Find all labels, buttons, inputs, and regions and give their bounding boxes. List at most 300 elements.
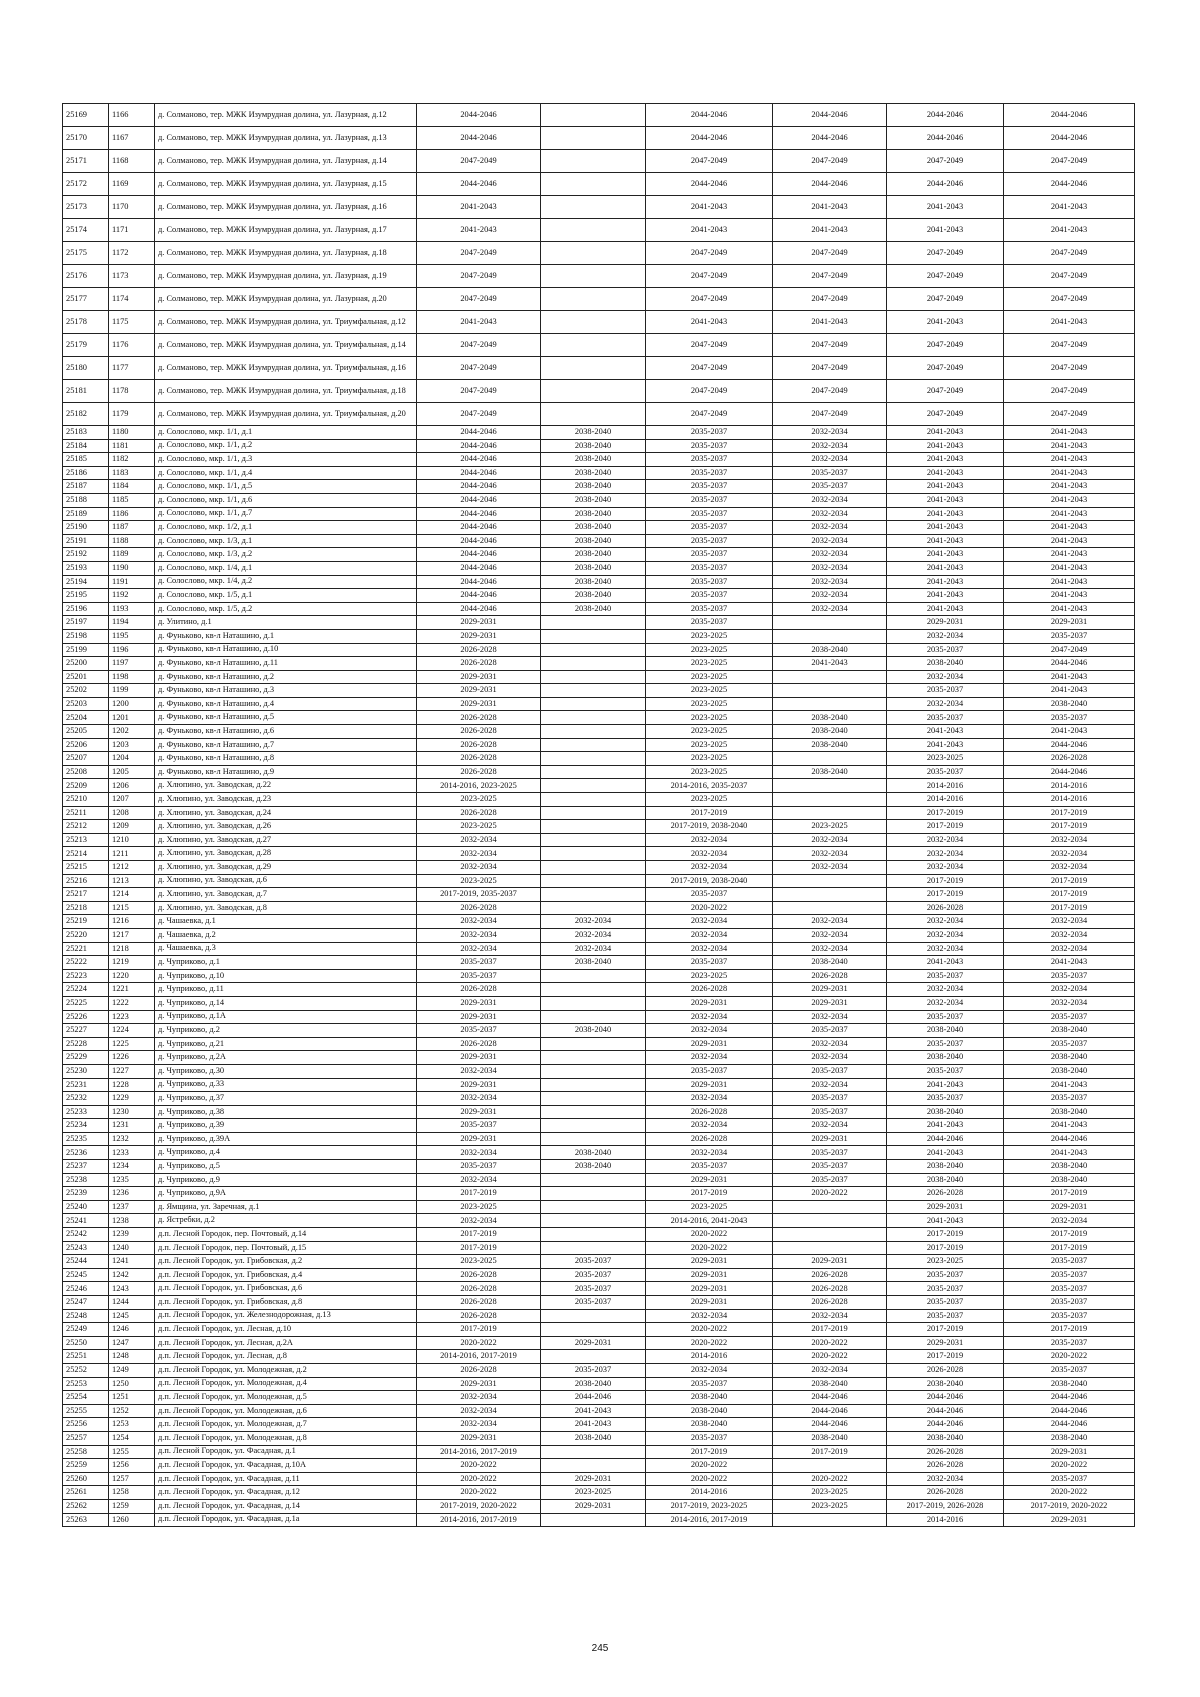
period-1-cell: 2029-2031 (417, 629, 541, 643)
row-id-cell: 25186 (63, 466, 109, 480)
table-row (63, 1336, 1135, 1350)
record-number-cell: 1173 (109, 265, 155, 288)
period-6-cell: 2047-2049 (1004, 150, 1135, 173)
period-3-cell: 2017-2019, 2038-2040 (646, 874, 773, 888)
period-1-cell: 2044-2046 (417, 561, 541, 575)
address-cell: д.п. Лесной Городок, ул. Железнодорожная, д.13 (155, 1309, 417, 1323)
period-5-cell: 2041-2043 (887, 738, 1004, 752)
period-6-cell: 2044-2046 (1004, 1132, 1135, 1146)
period-1-cell: 2020-2022 (417, 1459, 541, 1473)
period-2-cell (541, 983, 646, 997)
period-6-cell: 2032-2034 (1004, 1214, 1135, 1228)
period-4-cell: 2032-2034 (773, 915, 887, 929)
period-5-cell: 2038-2040 (887, 1377, 1004, 1391)
row-id-cell: 25189 (63, 507, 109, 521)
row-id-cell: 25254 (63, 1391, 109, 1405)
row-id-cell: 25263 (63, 1513, 109, 1527)
period-5-cell: 2041-2043 (887, 575, 1004, 589)
period-6-cell: 2044-2046 (1004, 765, 1135, 779)
row-id-cell: 25233 (63, 1105, 109, 1119)
period-5-cell: 2047-2049 (887, 334, 1004, 357)
record-number-cell: 1251 (109, 1391, 155, 1405)
period-1-cell: 2029-2031 (417, 1078, 541, 1092)
period-4-cell: 2035-2037 (773, 1064, 887, 1078)
period-4-cell (773, 670, 887, 684)
period-6-cell: 2014-2016 (1004, 779, 1135, 793)
period-5-cell: 2017-2019 (887, 806, 1004, 820)
period-1-cell: 2029-2031 (417, 1431, 541, 1445)
period-1-cell: 2044-2046 (417, 493, 541, 507)
period-3-cell: 2032-2034 (646, 1119, 773, 1133)
period-4-cell (773, 806, 887, 820)
address-cell: д. Хлюпино, ул. Заводская, д.7 (155, 888, 417, 902)
period-5-cell: 2032-2034 (887, 915, 1004, 929)
address-cell: д.п. Лесной Городок, ул. Молодежная, д.6 (155, 1404, 417, 1418)
period-1-cell: 2032-2034 (417, 847, 541, 861)
table-row (63, 847, 1135, 861)
period-3-cell: 2029-2031 (646, 1268, 773, 1282)
period-5-cell: 2041-2043 (887, 1078, 1004, 1092)
address-cell: д. Чашаевка, д.2 (155, 928, 417, 942)
period-1-cell: 2026-2028 (417, 725, 541, 739)
period-5-cell: 2035-2037 (887, 969, 1004, 983)
record-number-cell: 1197 (109, 657, 155, 671)
period-1-cell: 2032-2034 (417, 1092, 541, 1106)
address-cell: д. Фуньково, кв-л Наташино, д.4 (155, 697, 417, 711)
table-row (63, 1363, 1135, 1377)
period-5-cell: 2035-2037 (887, 1010, 1004, 1024)
period-5-cell: 2038-2040 (887, 1173, 1004, 1187)
row-id-cell: 25175 (63, 242, 109, 265)
address-cell: д. Фуньково, кв-л Наташино, д.11 (155, 657, 417, 671)
record-number-cell: 1193 (109, 602, 155, 616)
period-6-cell: 2041-2043 (1004, 493, 1135, 507)
record-number-cell: 1232 (109, 1132, 155, 1146)
address-cell: д.п. Лесной Городок, ул. Молодежная, д.2 (155, 1363, 417, 1377)
period-2-cell (541, 1200, 646, 1214)
record-number-cell: 1218 (109, 942, 155, 956)
address-cell: д. Солослово, мкр. 1/5, д.2 (155, 602, 417, 616)
period-3-cell: 2041-2043 (646, 219, 773, 242)
period-5-cell: 2047-2049 (887, 403, 1004, 426)
row-id-cell: 25226 (63, 1010, 109, 1024)
period-3-cell: 2029-2031 (646, 1173, 773, 1187)
record-number-cell: 1177 (109, 357, 155, 380)
period-6-cell: 2044-2046 (1004, 1418, 1135, 1432)
period-2-cell: 2038-2040 (541, 561, 646, 575)
period-6-cell: 2017-2019 (1004, 888, 1135, 902)
period-1-cell: 2023-2025 (417, 793, 541, 807)
table-row (63, 1377, 1135, 1391)
row-id-cell: 25209 (63, 779, 109, 793)
period-3-cell: 2029-2031 (646, 1296, 773, 1310)
period-4-cell: 2017-2019 (773, 1323, 887, 1337)
period-4-cell (773, 874, 887, 888)
row-id-cell: 25236 (63, 1146, 109, 1160)
period-6-cell: 2041-2043 (1004, 466, 1135, 480)
period-3-cell: 2032-2034 (646, 1092, 773, 1106)
period-4-cell: 2032-2034 (773, 1119, 887, 1133)
period-3-cell: 2035-2037 (646, 480, 773, 494)
period-1-cell: 2026-2028 (417, 765, 541, 779)
period-6-cell: 2038-2040 (1004, 697, 1135, 711)
address-cell: д. Фуньково, кв-л Наташино, д.10 (155, 643, 417, 657)
period-5-cell: 2041-2043 (887, 1214, 1004, 1228)
row-id-cell: 25241 (63, 1214, 109, 1228)
period-4-cell: 2032-2034 (773, 521, 887, 535)
period-3-cell: 2020-2022 (646, 1228, 773, 1242)
address-cell: д. Чуприково, д.33 (155, 1078, 417, 1092)
period-4-cell: 2038-2040 (773, 1431, 887, 1445)
record-number-cell: 1256 (109, 1459, 155, 1473)
record-number-cell: 1196 (109, 643, 155, 657)
row-id-cell: 25205 (63, 725, 109, 739)
page-number: 245 (591, 1643, 609, 1654)
period-1-cell: 2026-2028 (417, 752, 541, 766)
period-4-cell: 2032-2034 (773, 1309, 887, 1323)
period-6-cell: 2041-2043 (1004, 1119, 1135, 1133)
period-5-cell: 2047-2049 (887, 242, 1004, 265)
row-id-cell: 25231 (63, 1078, 109, 1092)
period-6-cell: 2047-2049 (1004, 242, 1135, 265)
period-2-cell: 2035-2037 (541, 1296, 646, 1310)
period-5-cell: 2014-2016 (887, 779, 1004, 793)
period-5-cell: 2047-2049 (887, 380, 1004, 403)
period-3-cell: 2020-2022 (646, 901, 773, 915)
period-3-cell: 2023-2025 (646, 629, 773, 643)
record-number-cell: 1203 (109, 738, 155, 752)
record-number-cell: 1248 (109, 1350, 155, 1364)
period-5-cell: 2026-2028 (887, 901, 1004, 915)
period-5-cell: 2035-2037 (887, 1064, 1004, 1078)
period-2-cell (541, 629, 646, 643)
record-number-cell: 1187 (109, 521, 155, 535)
period-2-cell: 2038-2040 (541, 956, 646, 970)
period-3-cell: 2029-2031 (646, 1078, 773, 1092)
period-1-cell: 2029-2031 (417, 1051, 541, 1065)
address-cell: д. Солослово, мкр. 1/1, д.1 (155, 426, 417, 440)
period-2-cell (541, 738, 646, 752)
period-1-cell: 2029-2031 (417, 670, 541, 684)
period-3-cell: 2023-2025 (646, 697, 773, 711)
period-5-cell: 2032-2034 (887, 942, 1004, 956)
address-cell: д.п. Лесной Городок, ул. Грибовская, д.8 (155, 1296, 417, 1310)
record-number-cell: 1178 (109, 380, 155, 403)
period-2-cell (541, 265, 646, 288)
period-4-cell: 2041-2043 (773, 311, 887, 334)
address-cell: д.п. Лесной Городок, ул. Лесная, д.8 (155, 1350, 417, 1364)
period-1-cell: 2029-2031 (417, 1132, 541, 1146)
period-5-cell: 2029-2031 (887, 1336, 1004, 1350)
row-id-cell: 25169 (63, 104, 109, 127)
period-2-cell (541, 643, 646, 657)
period-1-cell: 2044-2046 (417, 104, 541, 127)
period-4-cell: 2032-2034 (773, 453, 887, 467)
period-3-cell: 2038-2040 (646, 1418, 773, 1432)
period-5-cell: 2035-2037 (887, 711, 1004, 725)
period-1-cell: 2026-2028 (417, 1296, 541, 1310)
table-row (63, 439, 1135, 453)
period-6-cell: 2032-2034 (1004, 942, 1135, 956)
table-row (63, 589, 1135, 603)
period-3-cell: 2047-2049 (646, 380, 773, 403)
record-number-cell: 1234 (109, 1160, 155, 1174)
period-5-cell: 2041-2043 (887, 480, 1004, 494)
period-3-cell: 2032-2034 (646, 1146, 773, 1160)
table-row (63, 1092, 1135, 1106)
period-3-cell: 2047-2049 (646, 357, 773, 380)
period-3-cell: 2014-2016, 2035-2037 (646, 779, 773, 793)
period-4-cell: 2038-2040 (773, 725, 887, 739)
table-row (63, 534, 1135, 548)
row-id-cell: 25174 (63, 219, 109, 242)
period-4-cell: 2041-2043 (773, 196, 887, 219)
period-5-cell: 2014-2016 (887, 1513, 1004, 1527)
period-2-cell: 2029-2031 (541, 1336, 646, 1350)
period-6-cell: 2041-2043 (1004, 219, 1135, 242)
period-6-cell: 2035-2037 (1004, 1336, 1135, 1350)
row-id-cell: 25237 (63, 1160, 109, 1174)
period-4-cell: 2035-2037 (773, 1092, 887, 1106)
period-3-cell: 2035-2037 (646, 453, 773, 467)
record-number-cell: 1195 (109, 629, 155, 643)
table-row (63, 466, 1135, 480)
row-id-cell: 25185 (63, 453, 109, 467)
row-id-cell: 25194 (63, 575, 109, 589)
period-2-cell (541, 684, 646, 698)
address-cell: д. Чуприково, д.30 (155, 1064, 417, 1078)
period-2-cell (541, 1173, 646, 1187)
record-number-cell: 1194 (109, 616, 155, 630)
period-4-cell: 2035-2037 (773, 1173, 887, 1187)
period-2-cell (541, 1078, 646, 1092)
period-1-cell: 2044-2046 (417, 426, 541, 440)
period-4-cell: 2047-2049 (773, 150, 887, 173)
period-2-cell: 2035-2037 (541, 1255, 646, 1269)
period-6-cell: 2041-2043 (1004, 670, 1135, 684)
table-row (63, 480, 1135, 494)
address-cell: д. Солослово, мкр. 1/1, д.5 (155, 480, 417, 494)
row-id-cell: 25182 (63, 403, 109, 426)
period-1-cell: 2017-2019 (417, 1228, 541, 1242)
period-3-cell: 2035-2037 (646, 1160, 773, 1174)
record-number-cell: 1259 (109, 1499, 155, 1513)
row-id-cell: 25223 (63, 969, 109, 983)
period-4-cell: 2035-2037 (773, 480, 887, 494)
record-number-cell: 1175 (109, 311, 155, 334)
address-cell: д. Чуприково, д.39А (155, 1132, 417, 1146)
period-1-cell: 2029-2031 (417, 616, 541, 630)
period-2-cell (541, 711, 646, 725)
period-3-cell: 2035-2037 (646, 548, 773, 562)
record-number-cell: 1221 (109, 983, 155, 997)
period-6-cell: 2041-2043 (1004, 196, 1135, 219)
period-5-cell: 2035-2037 (887, 765, 1004, 779)
period-4-cell (773, 697, 887, 711)
period-5-cell: 2041-2043 (887, 725, 1004, 739)
period-1-cell: 2032-2034 (417, 833, 541, 847)
period-1-cell: 2023-2025 (417, 820, 541, 834)
period-2-cell (541, 242, 646, 265)
period-2-cell (541, 380, 646, 403)
period-2-cell: 2038-2040 (541, 480, 646, 494)
period-6-cell: 2017-2019 (1004, 1241, 1135, 1255)
record-number-cell: 1231 (109, 1119, 155, 1133)
period-5-cell: 2041-2043 (887, 602, 1004, 616)
record-number-cell: 1179 (109, 403, 155, 426)
period-1-cell: 2035-2037 (417, 956, 541, 970)
period-4-cell: 2026-2028 (773, 1282, 887, 1296)
period-4-cell: 2047-2049 (773, 403, 887, 426)
period-2-cell (541, 806, 646, 820)
period-1-cell: 2035-2037 (417, 1024, 541, 1038)
row-id-cell: 25216 (63, 874, 109, 888)
address-cell: д. Солманово, тер. МЖК Изумрудная долина, ул. Лазурная, д.16 (155, 196, 417, 219)
record-number-cell: 1220 (109, 969, 155, 983)
period-6-cell: 2035-2037 (1004, 1037, 1135, 1051)
address-cell: д. Хлюпино, ул. Заводская, д.28 (155, 847, 417, 861)
period-3-cell: 2020-2022 (646, 1336, 773, 1350)
period-6-cell: 2038-2040 (1004, 1160, 1135, 1174)
period-5-cell: 2041-2043 (887, 561, 1004, 575)
row-id-cell: 25190 (63, 521, 109, 535)
period-2-cell: 2038-2040 (541, 1377, 646, 1391)
period-6-cell: 2041-2043 (1004, 561, 1135, 575)
record-number-cell: 1184 (109, 480, 155, 494)
period-2-cell (541, 901, 646, 915)
period-5-cell: 2038-2040 (887, 657, 1004, 671)
row-id-cell: 25181 (63, 380, 109, 403)
row-id-cell: 25207 (63, 752, 109, 766)
period-2-cell: 2038-2040 (541, 439, 646, 453)
row-id-cell: 25242 (63, 1228, 109, 1242)
period-5-cell: 2044-2046 (887, 104, 1004, 127)
row-id-cell: 25230 (63, 1064, 109, 1078)
address-cell: д. Солослово, мкр. 1/3, д.2 (155, 548, 417, 562)
row-id-cell: 25257 (63, 1431, 109, 1445)
period-2-cell (541, 1064, 646, 1078)
period-1-cell: 2026-2028 (417, 1282, 541, 1296)
row-id-cell: 25256 (63, 1418, 109, 1432)
period-5-cell: 2041-2043 (887, 507, 1004, 521)
period-5-cell: 2035-2037 (887, 1268, 1004, 1282)
record-number-cell: 1210 (109, 833, 155, 847)
period-4-cell: 2020-2022 (773, 1472, 887, 1486)
record-number-cell: 1212 (109, 861, 155, 875)
record-number-cell: 1176 (109, 334, 155, 357)
period-1-cell: 2026-2028 (417, 711, 541, 725)
address-cell: д. Фуньково, кв-л Наташино, д.9 (155, 765, 417, 779)
address-cell: д. Солослово, мкр. 1/1, д.7 (155, 507, 417, 521)
period-6-cell: 2038-2040 (1004, 1431, 1135, 1445)
period-1-cell: 2044-2046 (417, 589, 541, 603)
period-6-cell: 2032-2034 (1004, 996, 1135, 1010)
address-cell: д. Солослово, мкр. 1/3, д.1 (155, 534, 417, 548)
period-3-cell: 2023-2025 (646, 765, 773, 779)
period-6-cell: 2041-2043 (1004, 1146, 1135, 1160)
row-id-cell: 25200 (63, 657, 109, 671)
period-5-cell: 2038-2040 (887, 1051, 1004, 1065)
period-5-cell: 2035-2037 (887, 1296, 1004, 1310)
address-cell: д. Чуприково, д.10 (155, 969, 417, 983)
row-id-cell: 25238 (63, 1173, 109, 1187)
record-number-cell: 1199 (109, 684, 155, 698)
period-2-cell: 2035-2037 (541, 1268, 646, 1282)
period-6-cell: 2017-2019 (1004, 1187, 1135, 1201)
period-6-cell: 2047-2049 (1004, 288, 1135, 311)
table-row (63, 104, 1135, 127)
table-row (63, 1431, 1135, 1445)
period-6-cell: 2044-2046 (1004, 127, 1135, 150)
period-3-cell: 2035-2037 (646, 521, 773, 535)
row-id-cell: 25192 (63, 548, 109, 562)
period-1-cell: 2029-2031 (417, 697, 541, 711)
period-6-cell: 2035-2037 (1004, 1309, 1135, 1323)
period-2-cell (541, 670, 646, 684)
period-2-cell: 2029-2031 (541, 1472, 646, 1486)
table-row (63, 779, 1135, 793)
record-number-cell: 1244 (109, 1296, 155, 1310)
address-cell: д.п. Лесной Городок, ул. Фасадная, д.14 (155, 1499, 417, 1513)
table-row (63, 242, 1135, 265)
period-5-cell: 2029-2031 (887, 1200, 1004, 1214)
table-row (63, 711, 1135, 725)
row-id-cell: 25176 (63, 265, 109, 288)
record-number-cell: 1188 (109, 534, 155, 548)
period-5-cell: 2017-2019 (887, 888, 1004, 902)
table-row (63, 1418, 1135, 1432)
address-cell: д. Хлюпино, ул. Заводская, д.27 (155, 833, 417, 847)
period-4-cell: 2044-2046 (773, 1391, 887, 1405)
period-6-cell: 2041-2043 (1004, 521, 1135, 535)
row-id-cell: 25173 (63, 196, 109, 219)
record-number-cell: 1217 (109, 928, 155, 942)
row-id-cell: 25248 (63, 1309, 109, 1323)
row-id-cell: 25203 (63, 697, 109, 711)
record-number-cell: 1205 (109, 765, 155, 779)
period-6-cell: 2029-2031 (1004, 1513, 1135, 1527)
period-3-cell: 2035-2037 (646, 602, 773, 616)
period-3-cell: 2029-2031 (646, 1255, 773, 1269)
period-4-cell: 2035-2037 (773, 1146, 887, 1160)
period-4-cell: 2047-2049 (773, 334, 887, 357)
period-1-cell: 2035-2037 (417, 1160, 541, 1174)
period-2-cell: 2023-2025 (541, 1486, 646, 1500)
table-row (63, 575, 1135, 589)
address-cell: д. Чашаевка, д.3 (155, 942, 417, 956)
period-4-cell: 2032-2034 (773, 589, 887, 603)
record-number-cell: 1222 (109, 996, 155, 1010)
table-row (63, 1323, 1135, 1337)
period-3-cell: 2044-2046 (646, 173, 773, 196)
table-row (63, 1404, 1135, 1418)
period-4-cell: 2029-2031 (773, 1132, 887, 1146)
period-3-cell: 2035-2037 (646, 575, 773, 589)
period-4-cell (773, 616, 887, 630)
period-1-cell: 2029-2031 (417, 1105, 541, 1119)
period-3-cell: 2023-2025 (646, 752, 773, 766)
row-id-cell: 25187 (63, 480, 109, 494)
period-3-cell: 2032-2034 (646, 928, 773, 942)
table-row (63, 548, 1135, 562)
period-2-cell (541, 1350, 646, 1364)
row-id-cell: 25244 (63, 1255, 109, 1269)
record-number-cell: 1241 (109, 1255, 155, 1269)
period-3-cell: 2023-2025 (646, 969, 773, 983)
period-5-cell: 2047-2049 (887, 150, 1004, 173)
address-cell: д.п. Лесной Городок, ул. Лесная, д.2А (155, 1336, 417, 1350)
period-1-cell: 2044-2046 (417, 521, 541, 535)
